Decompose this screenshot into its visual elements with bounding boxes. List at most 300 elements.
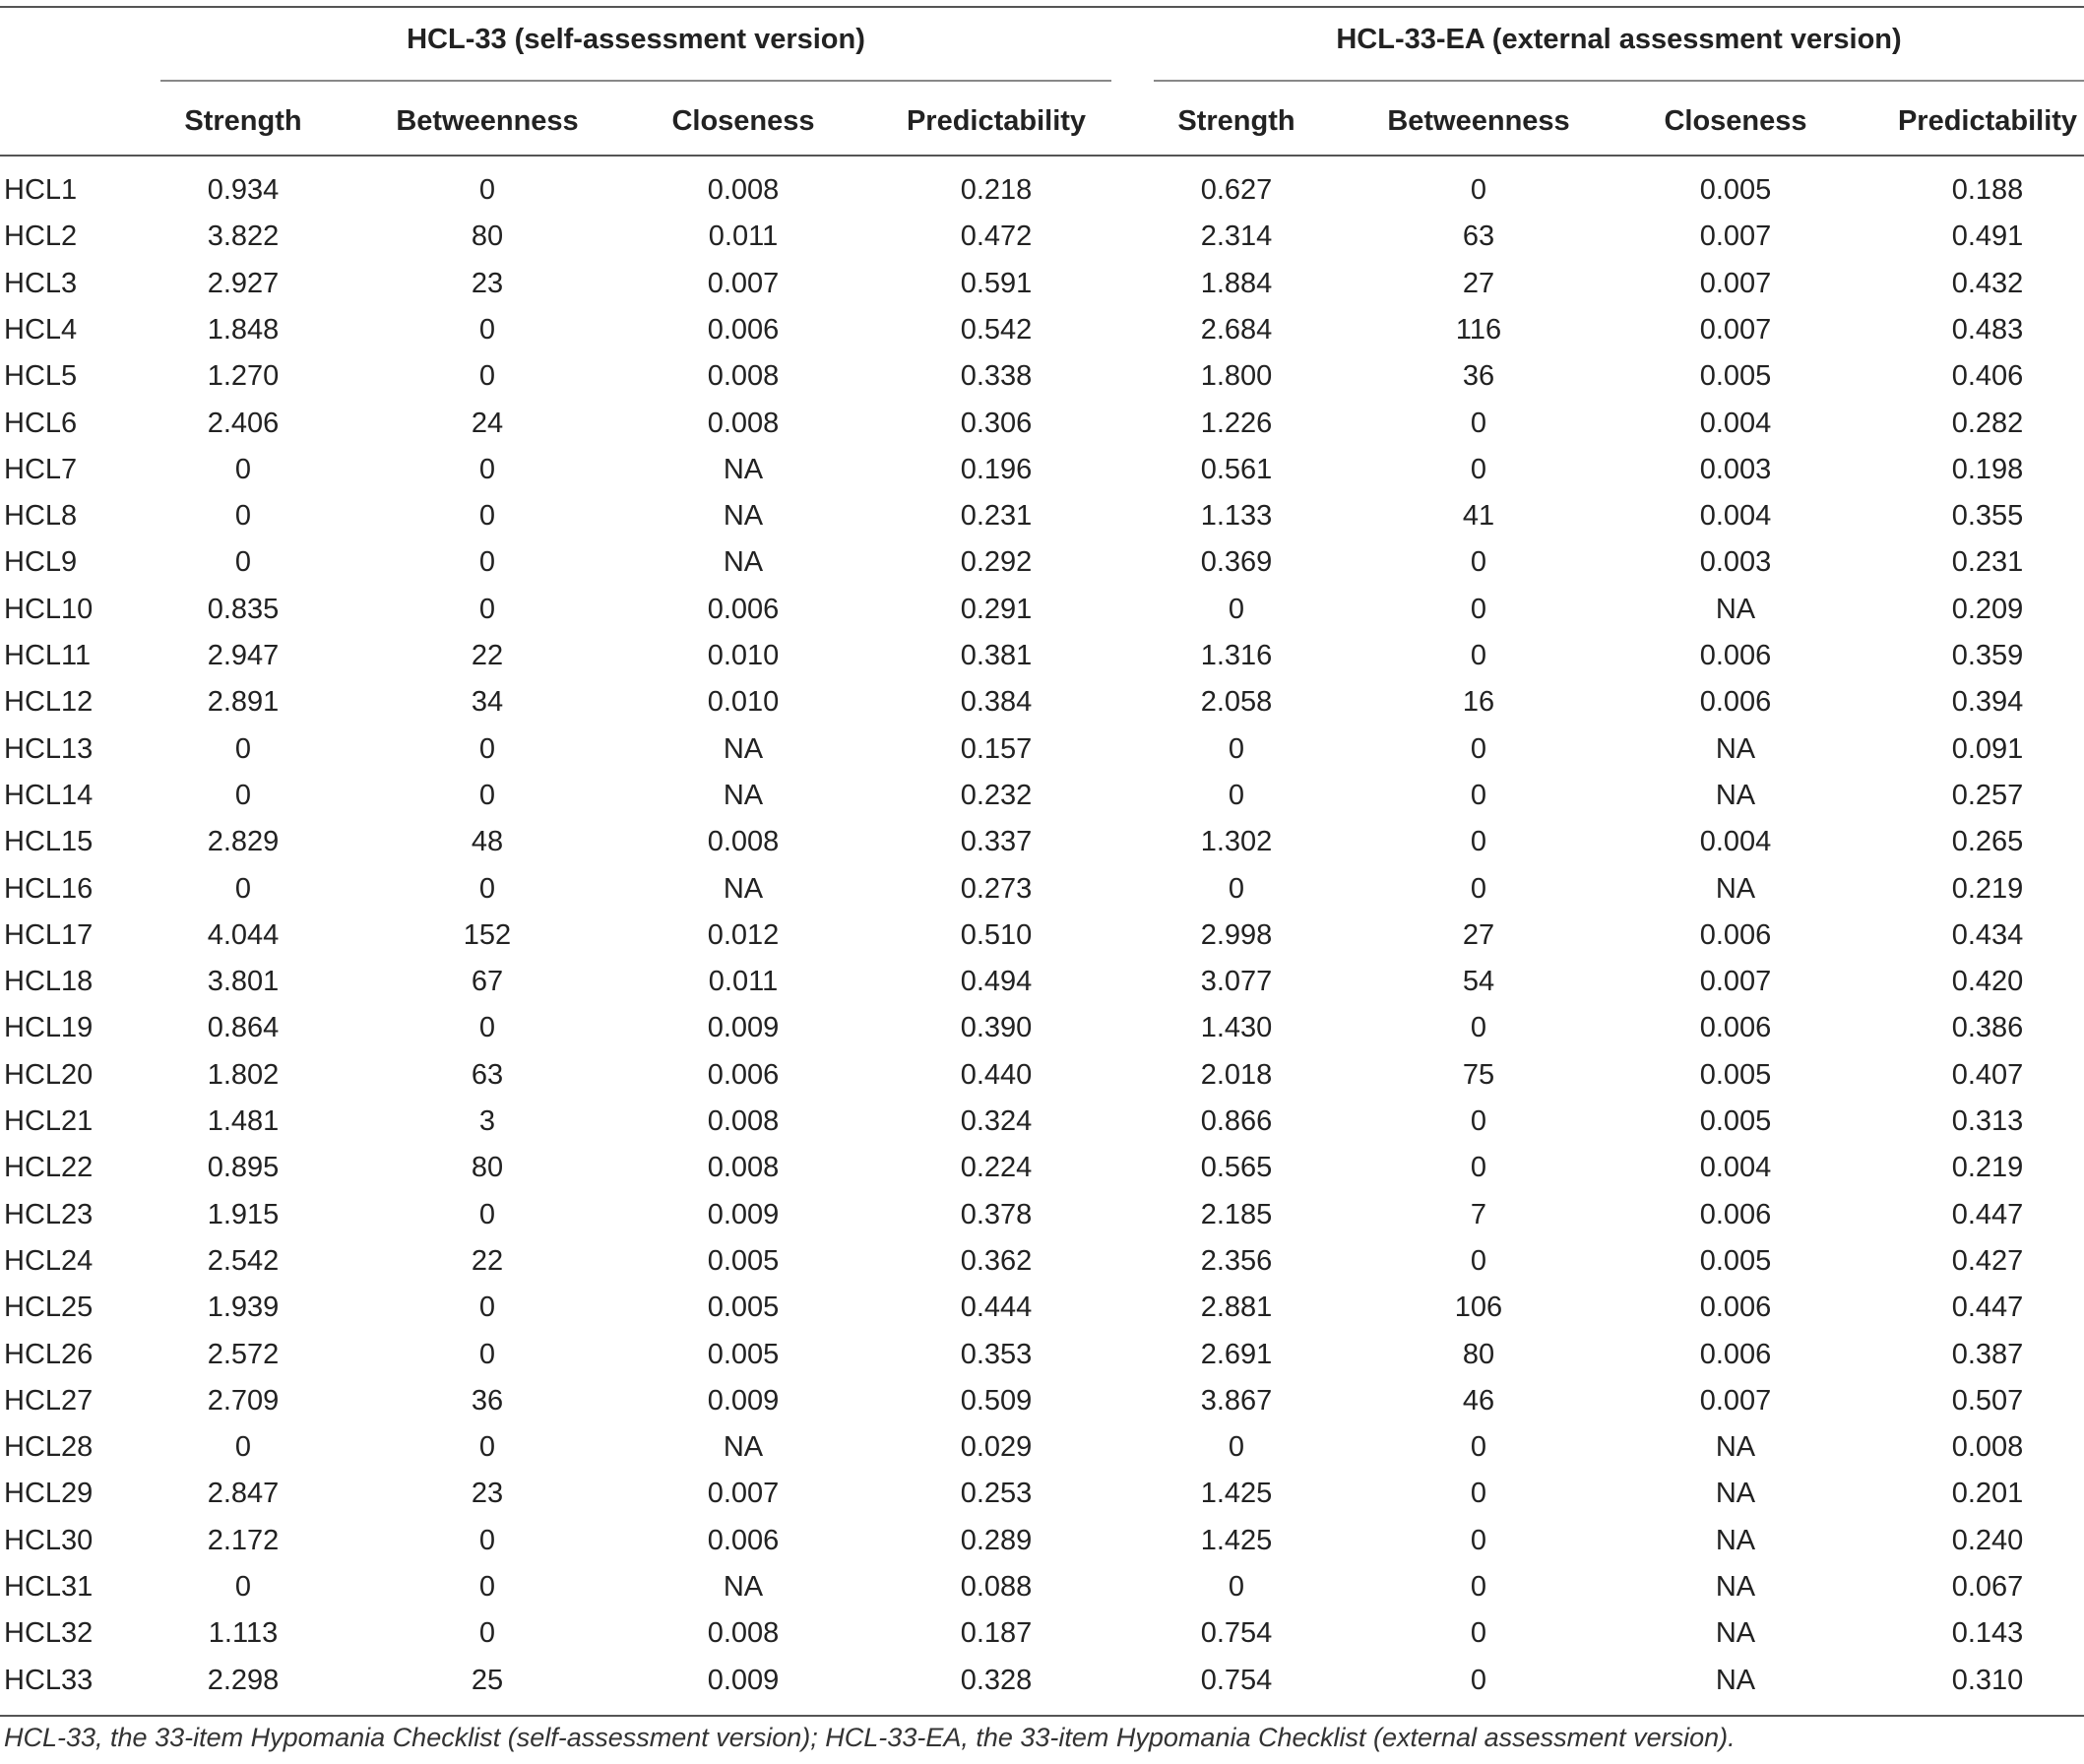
table-cell: 0.306 (960, 407, 1033, 439)
table-cell: 0.007 (707, 1478, 780, 1510)
table-cell: 0.561 (1200, 453, 1273, 485)
table-row (0, 1145, 2084, 1191)
table-cell: NA (723, 779, 764, 811)
table-cell: 0.008 (707, 1152, 780, 1184)
row-label: HCL5 (4, 360, 78, 393)
row-label: HCL24 (4, 1244, 94, 1277)
table-cell: 2.847 (207, 1478, 280, 1510)
table-cell: 80 (471, 1152, 504, 1184)
table-cell: 0 (478, 1617, 496, 1650)
table-cell: 0.440 (960, 1058, 1033, 1091)
table-cell: NA (723, 546, 764, 579)
table-cell: 0.338 (960, 360, 1033, 393)
table-cell: 0.224 (960, 1152, 1033, 1184)
top-rule (0, 6, 2084, 8)
table-cell: NA (723, 872, 764, 905)
table-cell: 0.310 (1951, 1664, 2024, 1696)
table-cell: 2.572 (207, 1338, 280, 1370)
table-cell: 0 (478, 174, 496, 206)
table-cell: 0.627 (1200, 174, 1273, 206)
table-cell: 54 (1462, 966, 1495, 998)
table-cell: 0.282 (1951, 407, 2024, 439)
table-cell: 0 (1470, 1244, 1487, 1277)
table-cell: 0.362 (960, 1244, 1033, 1277)
table-cell: 1.113 (208, 1617, 279, 1650)
table-cell: 0.934 (207, 174, 280, 206)
table-cell: 0 (1228, 593, 1245, 625)
table-cell: 7 (1470, 1198, 1487, 1230)
table-cell: 0 (478, 1431, 496, 1464)
row-label: HCL22 (4, 1152, 94, 1184)
table-cell: 3.822 (207, 220, 280, 253)
table-cell: 0.507 (1951, 1384, 2024, 1417)
table-row (0, 167, 2084, 214)
table-cell: 0 (478, 1524, 496, 1556)
table-cell: 0.420 (1951, 966, 2024, 998)
table-cell: 0.381 (960, 640, 1033, 671)
table-row (0, 773, 2084, 819)
table-cell: 0.010 (707, 686, 780, 719)
table-cell: 2.356 (1200, 1244, 1273, 1277)
table-cell: 0 (1470, 1617, 1487, 1650)
table-cell: 0.387 (1951, 1338, 2024, 1370)
table-cell: 2.998 (1200, 918, 1273, 951)
table-cell: 0.754 (1200, 1664, 1273, 1696)
table-cell: 0.006 (1699, 640, 1772, 671)
table-cell: 80 (1462, 1338, 1495, 1370)
table-cell: 0 (1228, 872, 1245, 905)
table-cell: 1.939 (207, 1292, 280, 1324)
row-label: HCL4 (4, 313, 78, 346)
table-cell: 0.009 (707, 1198, 780, 1230)
table-cell: 0.219 (1951, 872, 2024, 905)
table-row (0, 539, 2084, 586)
table-cell: 1.800 (1200, 360, 1273, 393)
table-cell: 0.005 (1699, 1244, 1772, 1277)
table-cell: NA (723, 453, 764, 485)
table-cell: 0.384 (960, 686, 1033, 719)
table-cell: 0.386 (1951, 1012, 2024, 1044)
table-cell: 0.009 (707, 1664, 780, 1696)
table-cell: 0.088 (960, 1571, 1033, 1603)
table-cell: 0 (1470, 453, 1487, 485)
table-cell: 2.406 (207, 407, 280, 439)
table-cell: 1.302 (1200, 826, 1273, 858)
table-cell: 0.011 (708, 220, 779, 253)
table-cell: 0.591 (960, 267, 1033, 299)
table-cell: 0.006 (707, 1058, 780, 1091)
table-cell: 0.394 (1951, 686, 2024, 719)
table-cell: 0.390 (960, 1012, 1033, 1044)
table-cell: 0.188 (1951, 174, 2024, 206)
table-cell: 0.510 (960, 918, 1033, 951)
table-bottom-rule (0, 1715, 2084, 1717)
row-label: HCL8 (4, 500, 78, 533)
table-row (0, 866, 2084, 913)
table-cell: 0 (234, 1431, 252, 1464)
table-cell: 2.684 (1200, 313, 1273, 346)
table-cell: NA (1715, 1524, 1756, 1556)
table-cell: 0 (234, 1571, 252, 1603)
table-cell: 0.067 (1951, 1571, 2024, 1603)
table-cell: 0.219 (1951, 1152, 2024, 1184)
table-cell: 1.425 (1200, 1478, 1273, 1510)
table-cell: 0 (234, 732, 252, 765)
table-cell: 75 (1462, 1058, 1495, 1091)
table-cell: 0.378 (960, 1198, 1033, 1230)
table-cell: 1.915 (207, 1198, 280, 1230)
table-cell: 0 (478, 500, 496, 533)
row-label: HCL3 (4, 267, 78, 299)
table-cell: 0 (1470, 407, 1487, 439)
table-cell: 0.337 (960, 826, 1033, 858)
table-cell: 0.011 (708, 966, 779, 998)
row-label: HCL23 (4, 1198, 94, 1230)
table-cell: 27 (1462, 267, 1495, 299)
table-cell: NA (1715, 1664, 1756, 1696)
row-label: HCL13 (4, 732, 94, 765)
row-label: HCL29 (4, 1478, 94, 1510)
table-cell: 0 (1228, 732, 1245, 765)
row-label: HCL14 (4, 779, 94, 811)
row-label: HCL19 (4, 1012, 94, 1044)
table-cell: 1.226 (1200, 407, 1273, 439)
table-cell: 1.430 (1200, 1012, 1273, 1044)
column-header-closeness: Closeness (671, 105, 815, 137)
table-row (0, 1285, 2084, 1331)
table-cell: 0 (478, 1571, 496, 1603)
table-row (0, 959, 2084, 1005)
table-row (0, 633, 2084, 679)
table-cell: 2.947 (207, 640, 280, 671)
table-cell: 0.253 (960, 1478, 1033, 1510)
table-cell: 2.058 (1200, 686, 1273, 719)
table-cell: 0.005 (707, 1292, 780, 1324)
table-row (0, 1238, 2084, 1285)
table-cell: 24 (471, 407, 504, 439)
table-cell: 0.232 (960, 779, 1033, 811)
group-header-external-assessment: HCL-33-EA (external assessment version) (1336, 24, 1902, 55)
table-cell: 0.012 (707, 918, 780, 951)
table-cell: 0.494 (960, 966, 1033, 998)
column-header-predictability: Predictability (906, 105, 1087, 137)
row-label: HCL1 (4, 174, 78, 206)
row-label: HCL33 (4, 1664, 94, 1696)
table-cell: 0 (1228, 1431, 1245, 1464)
table-cell: 2.018 (1200, 1058, 1273, 1091)
table-cell: 0 (1470, 640, 1487, 671)
table-cell: 0 (478, 453, 496, 485)
table-cell: 152 (463, 918, 512, 951)
row-label: HCL7 (4, 453, 78, 485)
table-cell: 0 (478, 732, 496, 765)
table-row (0, 819, 2084, 865)
table-row (0, 401, 2084, 447)
table-row (0, 1610, 2084, 1657)
table-row (0, 1564, 2084, 1610)
table-cell: 0.005 (1699, 174, 1772, 206)
table-cell: 0 (478, 546, 496, 579)
row-label: HCL25 (4, 1292, 94, 1324)
table-cell: 0 (1470, 593, 1487, 625)
table-row (0, 913, 2084, 959)
table-cell: 0.007 (1699, 313, 1772, 346)
table-cell: 0.143 (1951, 1617, 2024, 1650)
table-cell: 0.010 (707, 640, 780, 671)
table-cell: 2.298 (207, 1664, 280, 1696)
table-cell: 3.867 (1200, 1384, 1273, 1417)
table-cell: 0.864 (207, 1012, 280, 1044)
column-header-strength: Strength (184, 105, 302, 137)
table-cell: 2.314 (1200, 220, 1273, 253)
row-label: HCL26 (4, 1338, 94, 1370)
table-footnote: HCL-33, the 33-item Hypomania Checklist (self-assessment version); HCL-33-EA, the 33-item Hypomania Checklist (external assessment version). (4, 1723, 1736, 1752)
table-cell: 63 (471, 1058, 504, 1091)
table-cell: 0.231 (960, 500, 1033, 533)
table-cell: 80 (471, 220, 504, 253)
table-cell: 0.866 (1200, 1105, 1273, 1137)
table-cell: 0.009 (707, 1012, 780, 1044)
table-cell: 22 (471, 640, 504, 671)
group-header-self-assessment: HCL-33 (self-assessment version) (407, 24, 865, 55)
table-cell: 2.691 (1200, 1338, 1273, 1370)
column-header-predictability: Predictability (1897, 105, 2078, 137)
table-cell: 0.007 (1699, 220, 1772, 253)
table-cell: 0 (1470, 1152, 1487, 1184)
table-cell: NA (1715, 872, 1756, 905)
table-cell: 0.007 (1699, 1384, 1772, 1417)
table-cell: 0.008 (707, 360, 780, 393)
table-cell: 0.273 (960, 872, 1033, 905)
table-cell: 0.427 (1951, 1244, 2024, 1277)
table-cell: 0 (1470, 1478, 1487, 1510)
table-cell: 0 (478, 1292, 496, 1324)
table-cell: 2.829 (207, 826, 280, 858)
row-label: HCL20 (4, 1058, 94, 1091)
table-cell: 0.005 (707, 1244, 780, 1277)
table-cell: 0.406 (1951, 360, 2024, 393)
table-cell: 0.009 (707, 1384, 780, 1417)
table-cell: 0.432 (1951, 267, 2024, 299)
table-cell: 0.006 (707, 593, 780, 625)
table-cell: 0.359 (1951, 640, 2024, 671)
table-cell: 0.407 (1951, 1058, 2024, 1091)
table-row (0, 1099, 2084, 1145)
table-row (0, 1005, 2084, 1051)
table-cell: NA (1715, 1478, 1756, 1510)
table-cell: 0.196 (960, 453, 1033, 485)
table-cell: NA (723, 1571, 764, 1603)
table-cell: 0.029 (960, 1431, 1033, 1464)
table-cell: 22 (471, 1244, 504, 1277)
table-cell: 23 (471, 1478, 504, 1510)
header-bottom-rule (0, 155, 2084, 157)
table-cell: 0.291 (960, 593, 1033, 625)
table-cell: 0.218 (960, 174, 1033, 206)
table-cell: 0.007 (1699, 966, 1772, 998)
table-cell: 1.270 (207, 360, 280, 393)
table-cell: 0.209 (1951, 593, 2024, 625)
table-cell: 1.884 (1200, 267, 1273, 299)
table-cell: 0.187 (960, 1617, 1033, 1650)
table-row (0, 1332, 2084, 1378)
table-cell: 0.008 (707, 826, 780, 858)
table-cell: 106 (1454, 1292, 1503, 1324)
table-cell: 0.006 (1699, 1198, 1772, 1230)
table-cell: 48 (471, 826, 504, 858)
table-cell: 0.754 (1200, 1617, 1273, 1650)
table-cell: 0.265 (1951, 826, 2024, 858)
table-cell: 0 (1470, 826, 1487, 858)
table-cell: 0.008 (707, 174, 780, 206)
table-cell: 0.324 (960, 1105, 1033, 1137)
table-cell: 0 (1470, 779, 1487, 811)
table-cell: 67 (471, 966, 504, 998)
table-row (0, 447, 2084, 493)
row-label: HCL15 (4, 826, 94, 858)
table-cell: 0 (478, 313, 496, 346)
table-cell: 0.444 (960, 1292, 1033, 1324)
table-cell: 0.355 (1951, 500, 2024, 533)
table-cell: 0 (478, 1198, 496, 1230)
table-cell: 0.835 (207, 593, 280, 625)
table-cell: NA (1715, 1617, 1756, 1650)
table-cell: 0.091 (1951, 732, 2024, 765)
table-cell: 0.004 (1699, 407, 1772, 439)
row-label: HCL10 (4, 593, 94, 625)
table-cell: 2.185 (1200, 1198, 1273, 1230)
table-cell: 0 (234, 872, 252, 905)
table-cell: 46 (1462, 1384, 1495, 1417)
table-row (0, 679, 2084, 725)
table-cell: 0.447 (1951, 1292, 2024, 1324)
table-row (0, 261, 2084, 307)
table-cell: 36 (1462, 360, 1495, 393)
table-cell: 0.157 (960, 732, 1033, 765)
table-cell: 2.881 (1200, 1292, 1273, 1324)
table-cell: 0.313 (1951, 1105, 2024, 1137)
table-cell: 0.008 (707, 1617, 780, 1650)
table-cell: 0 (1470, 1664, 1487, 1696)
table-cell: 0.008 (1951, 1431, 2024, 1464)
table-cell: 25 (471, 1664, 504, 1696)
row-label: HCL32 (4, 1617, 94, 1650)
table-cell: 0.003 (1699, 453, 1772, 485)
table-cell: 0.006 (707, 313, 780, 346)
table-cell: 27 (1462, 918, 1495, 951)
table-cell: 0.006 (1699, 1292, 1772, 1324)
table-cell: NA (1715, 779, 1756, 811)
table-cell: 0.483 (1951, 313, 2024, 346)
table-cell: 0 (1470, 1012, 1487, 1044)
table-cell: 0.007 (707, 267, 780, 299)
group-underline-external-assessment (1154, 80, 2084, 82)
table-cell: 0.447 (1951, 1198, 2024, 1230)
table-cell: 0.201 (1951, 1478, 2024, 1510)
table-row (0, 1378, 2084, 1424)
row-label: HCL28 (4, 1431, 94, 1464)
table-cell: 0.006 (1699, 1338, 1772, 1370)
table-row (0, 1052, 2084, 1099)
row-label: HCL30 (4, 1524, 94, 1556)
table-row (0, 1192, 2084, 1238)
table-cell: 0.006 (1699, 918, 1772, 951)
table-cell: 0 (1228, 1571, 1245, 1603)
table-row (0, 1471, 2084, 1517)
table-row (0, 353, 2084, 400)
table-cell: 0.328 (960, 1664, 1033, 1696)
table-cell: 0 (478, 779, 496, 811)
table-cell: 3.801 (207, 966, 280, 998)
table-cell: NA (1715, 1431, 1756, 1464)
table-cell: 0 (478, 1338, 496, 1370)
table-cell: 0.005 (1699, 360, 1772, 393)
table-cell: 16 (1462, 686, 1495, 719)
table-cell: 0.004 (1699, 826, 1772, 858)
column-header-betweenness: Betweenness (396, 105, 579, 137)
table-cell: 0 (478, 593, 496, 625)
table-cell: 0 (1470, 872, 1487, 905)
row-label: HCL17 (4, 918, 94, 951)
row-label: HCL21 (4, 1105, 94, 1137)
table-cell: 0 (478, 360, 496, 393)
table-cell: 0.006 (1699, 686, 1772, 719)
table-cell: 0.004 (1699, 1152, 1772, 1184)
table-cell: 0 (1470, 546, 1487, 579)
table-cell: 0.353 (960, 1338, 1033, 1370)
table-cell: 1.802 (207, 1058, 280, 1091)
column-header-closeness: Closeness (1664, 105, 1807, 137)
table-row (0, 307, 2084, 353)
table-cell: 0.005 (1699, 1105, 1772, 1137)
table-cell: NA (1715, 732, 1756, 765)
table-cell: 0.008 (707, 1105, 780, 1137)
row-label: HCL18 (4, 966, 94, 998)
table-cell: 1.133 (1200, 500, 1273, 533)
table-cell: 0 (234, 453, 252, 485)
table-cell: 0 (234, 546, 252, 579)
table-cell: 0.257 (1951, 779, 2024, 811)
table-cell: 2.927 (207, 267, 280, 299)
group-underline-self-assessment (160, 80, 1111, 82)
table-cell: 0 (478, 872, 496, 905)
table-cell: 2.172 (207, 1524, 280, 1556)
row-label: HCL6 (4, 407, 78, 439)
table-cell: 1.481 (207, 1105, 280, 1137)
row-label: HCL11 (4, 640, 92, 671)
table-cell: 116 (1455, 313, 1502, 346)
table-cell: 0 (1470, 732, 1487, 765)
table-cell: 2.709 (207, 1384, 280, 1417)
row-label: HCL16 (4, 872, 94, 905)
table-cell: 23 (471, 267, 504, 299)
table-cell: 0.006 (707, 1524, 780, 1556)
table-cell: 0.434 (1951, 918, 2024, 951)
table-cell: 0.491 (1951, 220, 2024, 253)
table-cell: 0.007 (1699, 267, 1772, 299)
table-cell: 0 (234, 779, 252, 811)
table-row (0, 1658, 2084, 1704)
table-cell: 0.289 (960, 1524, 1033, 1556)
row-label: HCL2 (4, 220, 78, 253)
table-cell: NA (723, 500, 764, 533)
table-cell: 0 (1470, 1105, 1487, 1137)
table-cell: 0.240 (1951, 1524, 2024, 1556)
table-cell: 0.231 (1951, 546, 2024, 579)
row-label: HCL12 (4, 686, 94, 719)
table-cell: 0 (1228, 779, 1245, 811)
table-row (0, 587, 2084, 633)
